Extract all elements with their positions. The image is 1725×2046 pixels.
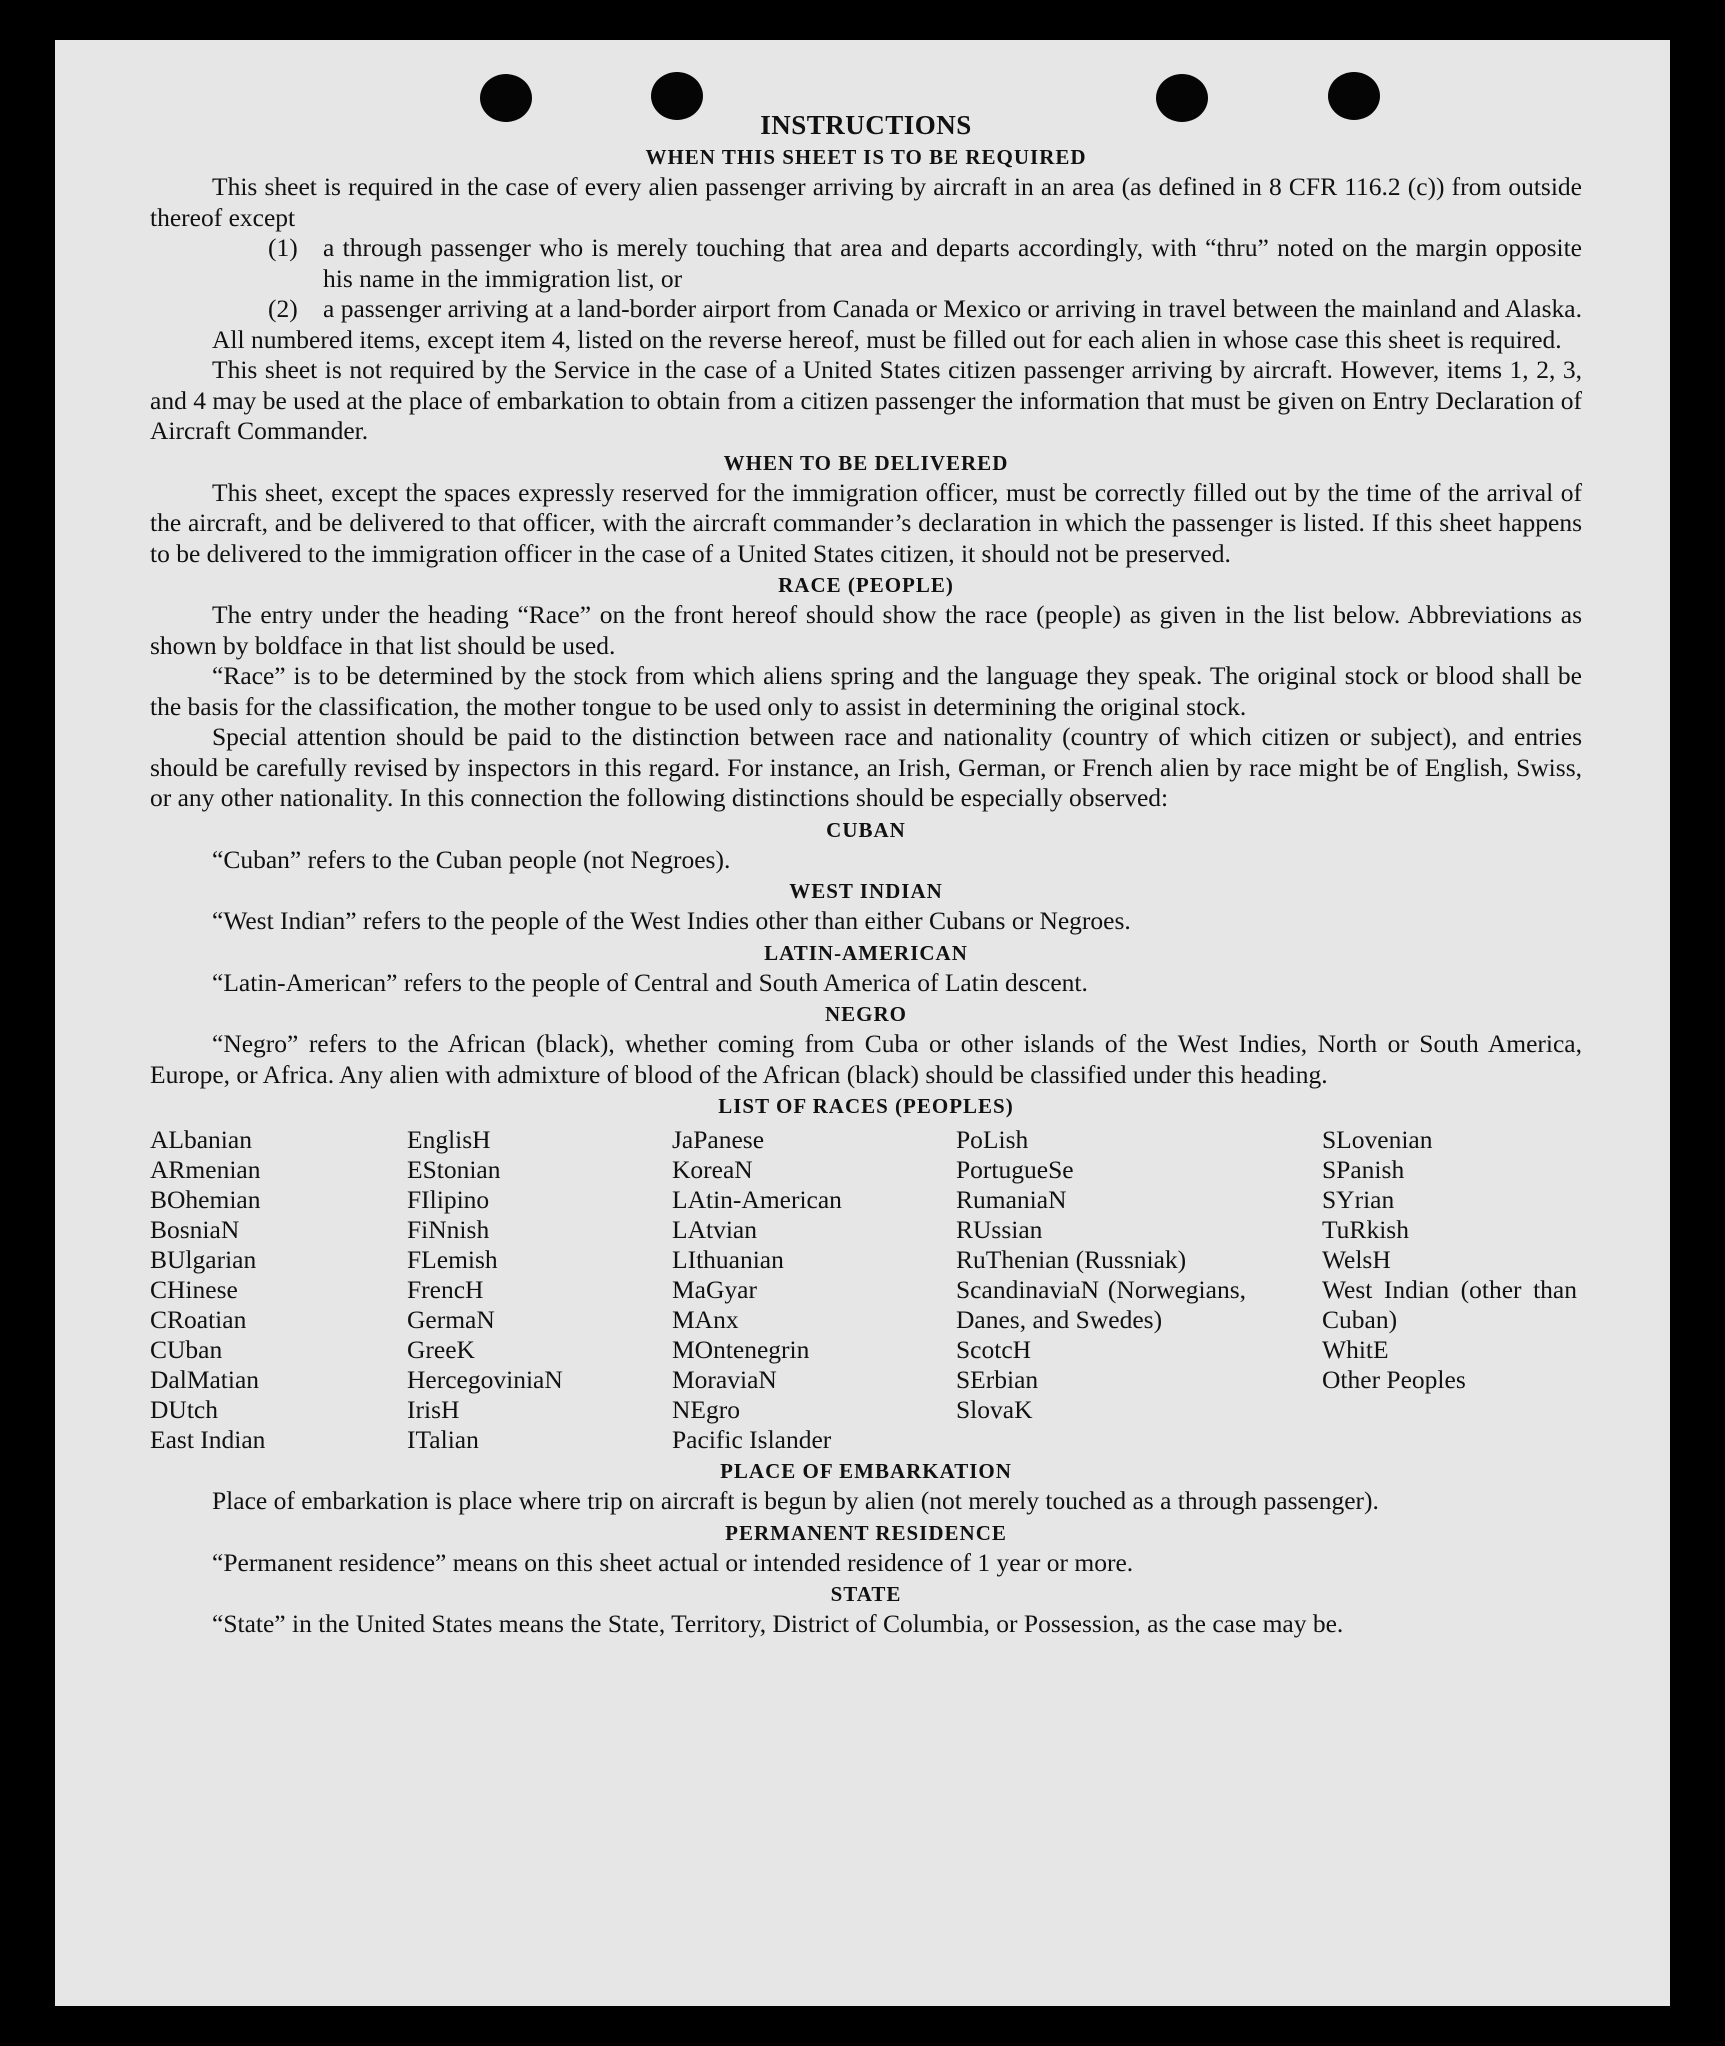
race-entry: JaPanese xyxy=(672,1125,765,1154)
race-entry: FrencH xyxy=(407,1275,484,1304)
race-entry: CUban xyxy=(150,1335,223,1364)
paragraph: The entry under the heading “Race” on the front hereof should show the race (people) as given in the list below. Abbreviations as shown by boldface in that list should be used. xyxy=(150,600,1582,660)
race-entry: Other Peoples xyxy=(1322,1365,1466,1394)
race-entry: East Indian xyxy=(150,1425,266,1454)
race-entry: ARmenian xyxy=(150,1155,261,1184)
race-entry: Pacific Islander xyxy=(672,1425,832,1454)
race-entry: FiNnish xyxy=(407,1215,490,1244)
section-heading: STATE xyxy=(830,1582,902,1606)
race-column xyxy=(672,1125,956,1455)
paragraph: Place of embarkation is place where trip on aircraft is begun by alien (not merely touched as a through passenger). xyxy=(212,1486,1379,1515)
race-entry: PoLish xyxy=(956,1125,1029,1154)
race-entry: FIlipino xyxy=(407,1185,490,1214)
section-heading: LATIN-AMERICAN xyxy=(764,940,968,965)
race-entry: CRoatian xyxy=(150,1305,247,1334)
race-entry: FLemish xyxy=(407,1245,498,1274)
section-heading: WHEN THIS SHEET IS TO BE REQUIRED xyxy=(645,145,1087,169)
paragraph: All numbered items, except item 4, listed on the reverse hereof, must be filled out for each alien in whose case this sheet is required. xyxy=(212,324,1562,354)
race-entry: LAtin-American xyxy=(672,1185,842,1214)
race-entry: MoraviaN xyxy=(672,1365,777,1394)
race-entry: ScandinaviaN (Norwegians, Danes, and Swedes) xyxy=(956,1275,1246,1334)
race-column xyxy=(407,1125,672,1455)
race-entry: West Indian (other than Cuban) xyxy=(1322,1275,1577,1334)
race-entry: SYrian xyxy=(1322,1185,1395,1214)
instructions-content xyxy=(150,110,1582,1640)
list-item xyxy=(150,294,1582,325)
race-entry: TuRkish xyxy=(1322,1215,1409,1244)
section-heading: RACE (PEOPLE) xyxy=(778,573,954,597)
race-entry: GermaN xyxy=(407,1305,495,1334)
paragraph: This sheet is required in the case of every alien passenger arriving by aircraft in an area (as defined in 8 CFR 116.2 (c)) from outside thereof except xyxy=(150,172,1582,232)
race-entry: BosniaN xyxy=(150,1215,240,1244)
list-item xyxy=(150,233,1582,294)
item-number: (1) xyxy=(268,233,298,262)
section-heading: PLACE OF EMBARKATION xyxy=(720,1459,1012,1483)
section-heading: WHEN TO BE DELIVERED xyxy=(723,450,1009,475)
paragraph: “Latin-American” refers to the people of Central and South America of Latin descent. xyxy=(212,967,1088,997)
page-title: INSTRUCTIONS xyxy=(760,110,972,140)
race-entry: EnglisH xyxy=(407,1125,491,1154)
race-column xyxy=(1322,1125,1582,1455)
section-heading: NEGRO xyxy=(824,1002,907,1026)
race-entry: LIthuanian xyxy=(672,1245,784,1274)
race-entry: CHinese xyxy=(150,1275,238,1304)
section-heading: PERMANENT RESIDENCE xyxy=(725,1520,1007,1545)
race-entry: PortugueSe xyxy=(956,1155,1074,1184)
paragraph: “Negro” refers to the African (black), whether coming from Cuba or other islands of the West Indies, North or South America, Europe, or Africa. Any alien with admixture of blood of the African (black) should be classified under this heading. xyxy=(150,1029,1582,1089)
race-column xyxy=(956,1125,1322,1455)
race-entry: RuThenian (Russniak) xyxy=(956,1245,1187,1274)
race-entry: NEgro xyxy=(672,1395,740,1424)
race-entry: EStonian xyxy=(407,1155,501,1184)
race-entry: MaGyar xyxy=(672,1275,757,1304)
race-entry: RUssian xyxy=(956,1215,1043,1244)
race-entry: IrisH xyxy=(407,1395,460,1424)
race-list xyxy=(150,1125,1582,1455)
race-entry: LAtvian xyxy=(672,1215,757,1244)
race-entry: MAnx xyxy=(672,1305,739,1334)
race-column xyxy=(150,1125,407,1455)
section-heading: WEST INDIAN xyxy=(789,879,943,903)
race-entry: ITalian xyxy=(407,1425,479,1454)
race-entry: KoreaN xyxy=(672,1155,753,1184)
paragraph: This sheet, except the spaces expressly reserved for the immigration officer, must be correctly filled out by the time of the arrival of the aircraft, and be delivered to that officer, with the aircraft commander’s declaration in which the passenger is listed. If this sheet happens to be delivered to the immigration officer in the case of a United States citizen, it should not be preserved. xyxy=(150,477,1582,568)
race-entry: ScotcH xyxy=(956,1335,1032,1364)
race-entry: DalMatian xyxy=(150,1365,260,1394)
race-entry: BOhemian xyxy=(150,1185,261,1214)
paragraph: “State” in the United States means the State, Territory, District of Columbia, or Possession, as the case may be. xyxy=(212,1609,1344,1638)
paragraph: “Permanent residence” means on this sheet actual or intended residence of 1 year or more. xyxy=(212,1547,1134,1577)
race-entry: GreeK xyxy=(407,1335,475,1364)
item-number: (2) xyxy=(268,294,298,323)
item-text: a passenger arriving at a land-border airport from Canada or Mexico or arriving in travel between the mainland and Alaska. xyxy=(323,294,1582,323)
race-entry: HercegoviniaN xyxy=(407,1365,563,1394)
race-entry: WelsH xyxy=(1322,1245,1391,1274)
race-entry: WhitE xyxy=(1322,1335,1389,1364)
race-entry: SErbian xyxy=(956,1365,1039,1394)
race-entry: DUtch xyxy=(150,1395,218,1424)
item-text: a through passenger who is merely touching that area and departs accordingly, with “thru” noted on the margin opposite his name in the immigration list, or xyxy=(323,233,1582,293)
race-entry: ALbanian xyxy=(150,1125,252,1154)
paragraph: This sheet is not required by the Service in the case of a United States citizen passenger arriving by aircraft. However, items 1, 2, 3, and 4 may be used at the place of embarkation to obtain from a citizen passenger the information that must be given on Entry Declaration of Aircraft Commander. xyxy=(150,355,1582,445)
race-entry: BUlgarian xyxy=(150,1245,257,1274)
race-entry: MOntenegrin xyxy=(672,1335,810,1364)
race-entry: SLovenian xyxy=(1322,1125,1433,1154)
race-entry: SlovaK xyxy=(956,1395,1033,1424)
paragraph: “Cuban” refers to the Cuban people (not Negroes). xyxy=(212,844,731,874)
section-heading: CUBAN xyxy=(826,817,906,842)
race-entry: SPanish xyxy=(1322,1155,1405,1184)
paragraph: “West Indian” refers to the people of the West Indies other than either Cubans or Negroes. xyxy=(212,906,1131,935)
paragraph: “Race” is to be determined by the stock from which aliens spring and the language they speak. The original stock or blood shall be the basis for the classification, the mother tongue to be used only to assist in determining the original stock. xyxy=(150,661,1582,721)
paragraph: Special attention should be paid to the distinction between race and nationality (country of which citizen or subject), and entries should be carefully revised by inspectors in this regard. For instance, an Irish, German, or French alien by race might be of English, Swiss, or any other nationality. In this connection the following distinctions should be especially observed: xyxy=(150,722,1582,812)
race-entry: RumaniaN xyxy=(956,1185,1067,1214)
section-heading: LIST OF RACES (PEOPLES) xyxy=(718,1094,1014,1118)
